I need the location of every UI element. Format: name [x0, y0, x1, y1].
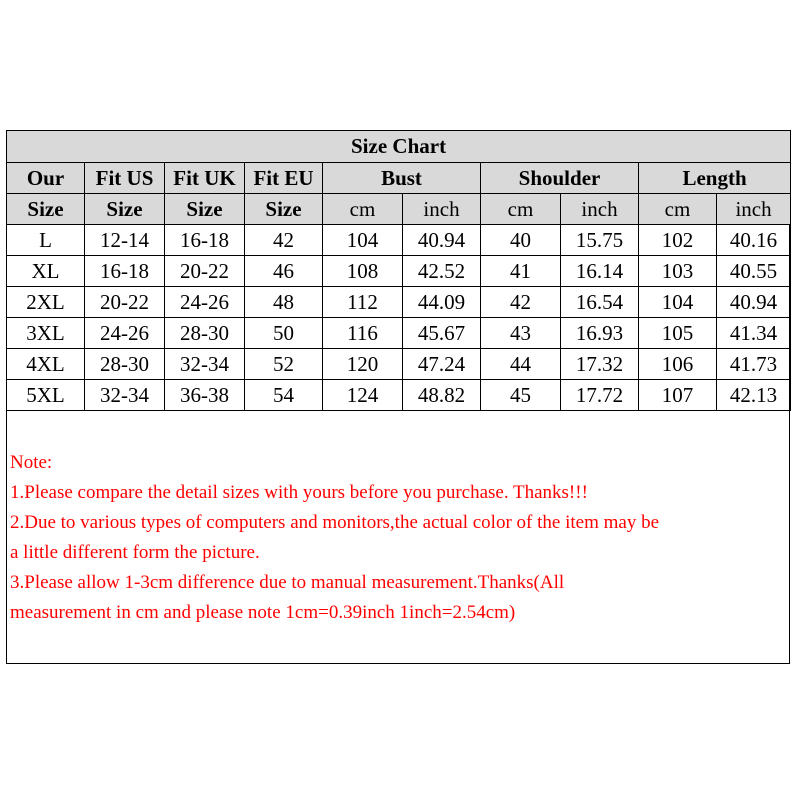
- header-shoulder-cm: cm: [481, 194, 561, 225]
- note-line: a little different form the picture.: [10, 542, 260, 563]
- table-row: [7, 318, 791, 349]
- cell-length-cm: 105: [639, 318, 717, 349]
- cell-fit-uk: 28-30: [165, 318, 245, 349]
- cell-fit-us: 20-22: [85, 287, 165, 318]
- header-length-inch: inch: [717, 194, 791, 225]
- cell-bust-inch: 48.82: [403, 380, 481, 411]
- cell-fit-us: 24-26: [85, 318, 165, 349]
- chart-title: Size Chart: [7, 131, 791, 163]
- notes-block: [10, 448, 788, 628]
- header-bust-inch: inch: [403, 194, 481, 225]
- cell-our-size: 5XL: [7, 380, 85, 411]
- cell-bust-inch: 47.24: [403, 349, 481, 380]
- cell-shoulder-cm: 45: [481, 380, 561, 411]
- table-row: [7, 349, 791, 380]
- cell-our-size: 2XL: [7, 287, 85, 318]
- cell-bust-cm: 112: [323, 287, 403, 318]
- cell-bust-cm: 104: [323, 225, 403, 256]
- cell-length-inch: 41.73: [717, 349, 791, 380]
- cell-our-size: L: [7, 225, 85, 256]
- cell-bust-inch: 44.09: [403, 287, 481, 318]
- cell-length-inch: 40.55: [717, 256, 791, 287]
- cell-bust-inch: 42.52: [403, 256, 481, 287]
- header-fit-us-1: Fit US: [85, 163, 165, 194]
- cell-shoulder-cm: 41: [481, 256, 561, 287]
- header-length-cm: cm: [639, 194, 717, 225]
- cell-fit-us: 28-30: [85, 349, 165, 380]
- cell-length-inch: 42.13: [717, 380, 791, 411]
- cell-shoulder-cm: 42: [481, 287, 561, 318]
- cell-fit-eu: 50: [245, 318, 323, 349]
- cell-length-cm: 102: [639, 225, 717, 256]
- header-bust-cm: cm: [323, 194, 403, 225]
- note-heading: Note:: [10, 452, 53, 473]
- header-fit-uk-1: Fit UK: [165, 163, 245, 194]
- cell-bust-cm: 108: [323, 256, 403, 287]
- header-fit-uk-2: Size: [165, 194, 245, 225]
- table-row: [7, 380, 791, 411]
- cell-our-size: 3XL: [7, 318, 85, 349]
- cell-length-cm: 107: [639, 380, 717, 411]
- table-row: [7, 256, 791, 287]
- header-bust: Bust: [323, 163, 481, 194]
- cell-fit-eu: 54: [245, 380, 323, 411]
- cell-fit-eu: 48: [245, 287, 323, 318]
- cell-bust-inch: 45.67: [403, 318, 481, 349]
- cell-fit-eu: 46: [245, 256, 323, 287]
- header-our-size-2: Size: [7, 194, 85, 225]
- cell-fit-uk: 32-34: [165, 349, 245, 380]
- cell-bust-cm: 124: [323, 380, 403, 411]
- cell-fit-us: 32-34: [85, 380, 165, 411]
- cell-length-inch: 40.16: [717, 225, 791, 256]
- header-length: Length: [639, 163, 791, 194]
- header-fit-us-2: Size: [85, 194, 165, 225]
- note-line: 1.Please compare the detail sizes with yours before you purchase. Thanks!!!: [10, 482, 588, 503]
- cell-shoulder-inch: 17.72: [561, 380, 639, 411]
- cell-fit-uk: 36-38: [165, 380, 245, 411]
- cell-length-inch: 41.34: [717, 318, 791, 349]
- cell-shoulder-inch: 16.14: [561, 256, 639, 287]
- cell-bust-inch: 40.94: [403, 225, 481, 256]
- cell-fit-uk: 20-22: [165, 256, 245, 287]
- header-fit-eu-2: Size: [245, 194, 323, 225]
- size-chart-table: [6, 130, 791, 411]
- header-our-size-1: Our: [7, 163, 85, 194]
- cell-our-size: 4XL: [7, 349, 85, 380]
- cell-shoulder-inch: 16.54: [561, 287, 639, 318]
- cell-length-cm: 104: [639, 287, 717, 318]
- cell-fit-uk: 16-18: [165, 225, 245, 256]
- note-line: 3.Please allow 1-3cm difference due to manual measurement.Thanks(All: [10, 572, 565, 593]
- cell-shoulder-inch: 17.32: [561, 349, 639, 380]
- cell-shoulder-cm: 40: [481, 225, 561, 256]
- note-line: measurement in cm and please note 1cm=0.39inch 1inch=2.54cm): [10, 602, 516, 623]
- cell-our-size: XL: [7, 256, 85, 287]
- cell-shoulder-inch: 15.75: [561, 225, 639, 256]
- cell-bust-cm: 116: [323, 318, 403, 349]
- table-row: [7, 225, 791, 256]
- cell-fit-eu: 42: [245, 225, 323, 256]
- cell-fit-eu: 52: [245, 349, 323, 380]
- cell-bust-cm: 120: [323, 349, 403, 380]
- cell-shoulder-inch: 16.93: [561, 318, 639, 349]
- note-line: 2.Due to various types of computers and monitors,the actual color of the item may be: [10, 512, 659, 533]
- cell-length-inch: 40.94: [717, 287, 791, 318]
- header-fit-eu-1: Fit EU: [245, 163, 323, 194]
- cell-length-cm: 103: [639, 256, 717, 287]
- header-shoulder-inch: inch: [561, 194, 639, 225]
- cell-length-cm: 106: [639, 349, 717, 380]
- cell-fit-uk: 24-26: [165, 287, 245, 318]
- header-shoulder: Shoulder: [481, 163, 639, 194]
- table-row: [7, 287, 791, 318]
- cell-shoulder-cm: 44: [481, 349, 561, 380]
- cell-shoulder-cm: 43: [481, 318, 561, 349]
- cell-fit-us: 16-18: [85, 256, 165, 287]
- cell-fit-us: 12-14: [85, 225, 165, 256]
